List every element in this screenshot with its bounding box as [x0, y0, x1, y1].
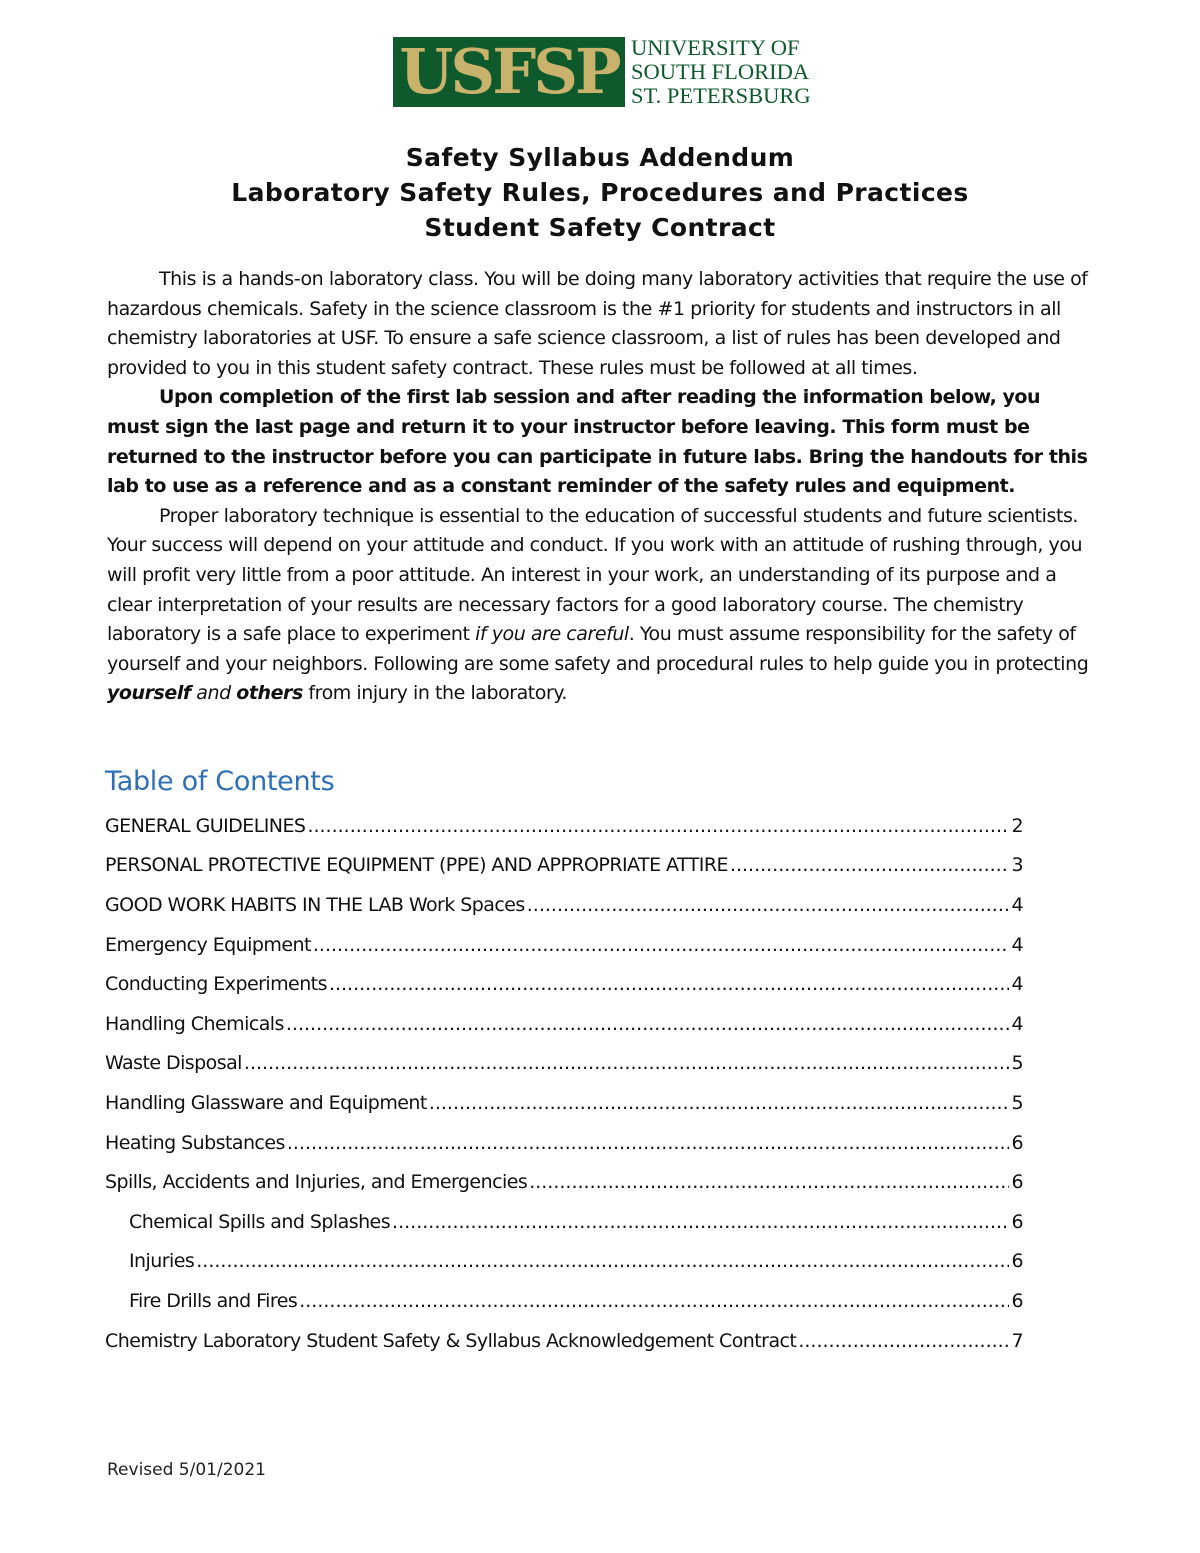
logo-line: ST. PETERSBURG	[631, 83, 811, 108]
toc-entry-page: 2	[1011, 814, 1023, 837]
toc-leader-dots	[196, 1250, 1009, 1272]
toc-entry[interactable]	[105, 1083, 1023, 1123]
toc-entry-page: 4	[1011, 1012, 1023, 1035]
toc-entry-title: Spills, Accidents and Injuries, and Emergencies	[105, 1171, 528, 1194]
logo-university-name	[631, 36, 811, 108]
toc-leader-dots	[307, 815, 1009, 837]
toc-entry-page: 6	[1011, 1171, 1023, 1194]
toc-leader-dots	[313, 934, 1010, 956]
toc-entry-page: 4	[1011, 973, 1023, 996]
toc-entry-page: 4	[1011, 893, 1023, 916]
toc-entry-page: 6	[1011, 1250, 1023, 1273]
p3-text-b: . You must assume responsibility for the safety of yourself and your neighbors. Following are some safety and procedural rules to help guide you in protecting	[107, 623, 1089, 675]
logo-line: UNIVERSITY OF	[631, 35, 800, 60]
p3-emphasis: if you are careful	[475, 623, 629, 646]
toc-entry[interactable]	[105, 1321, 1023, 1361]
toc-entry[interactable]	[105, 925, 1023, 965]
p3-text-c: from injury in the laboratory.	[302, 682, 568, 705]
intro-paragraph-2: Upon completion of the first lab session and after reading the information below, you must sign the last page and return it to your instructor before leaving. This form must be returned to the instructor before you can participate in future labs. Bring the handouts for this lab to use as a reference and as a constant reminder of the safety rules and equipment.	[107, 386, 1088, 498]
toc-entry-page: 4	[1011, 933, 1023, 956]
toc-entry-title: Heating Substances	[105, 1131, 285, 1154]
document-title	[0, 140, 1200, 245]
toc-entry-title: Handling Chemicals	[105, 1012, 284, 1035]
toc-heading: Table of Contents	[105, 766, 335, 797]
title-line-1: Safety Syllabus Addendum	[405, 143, 795, 172]
toc-subentry[interactable]	[105, 1202, 1023, 1242]
toc-entry-title: GENERAL GUIDELINES	[105, 814, 306, 837]
toc-entry-title: Chemical Spills and Splashes	[129, 1210, 391, 1233]
intro-paragraph-1: This is a hands-on laboratory class. You will be doing many laboratory activities that require the use of hazardous chemicals. Safety in the science classroom is the #1 priority for students and instructors in all chemistry laboratories at USF. To ensure a safe science classroom, a list of rules has been developed and provided to you in this student safety contract. These rules must be followed at all times.	[107, 268, 1088, 379]
usfsp-logo	[393, 36, 811, 108]
toc-entry-title: Emergency Equipment	[105, 933, 311, 956]
logo-mark-text: USFSP	[399, 35, 619, 108]
toc-leader-dots	[244, 1052, 1010, 1074]
intro-paragraph-3	[107, 502, 1097, 709]
toc-entry[interactable]	[105, 1162, 1023, 1202]
toc-entry-page: 3	[1011, 854, 1023, 877]
toc-subentry[interactable]	[105, 1242, 1023, 1282]
toc-leader-dots	[429, 1092, 1010, 1114]
toc-entry-title: GOOD WORK HABITS IN THE LAB Work Spaces	[105, 893, 525, 916]
toc-entry-page: 6	[1011, 1210, 1023, 1233]
toc-entry-page: 6	[1011, 1131, 1023, 1154]
toc-leader-dots	[730, 854, 1010, 876]
toc-leader-dots	[527, 894, 1010, 916]
toc-entry[interactable]	[105, 806, 1023, 846]
toc-entry[interactable]	[105, 846, 1023, 886]
p3-strong-yourself: yourself	[107, 682, 191, 705]
toc-entry-page: 5	[1011, 1052, 1023, 1075]
toc-entry-page: 6	[1011, 1289, 1023, 1312]
toc-entry[interactable]	[105, 885, 1023, 925]
toc-leader-dots	[798, 1330, 1009, 1352]
toc-entry-title: Waste Disposal	[105, 1052, 242, 1075]
toc-entry[interactable]	[105, 1004, 1023, 1044]
p3-and: and	[190, 682, 237, 705]
toc-entry-title: Handling Glassware and Equipment	[105, 1091, 427, 1114]
toc-entry[interactable]	[105, 964, 1023, 1004]
title-line-3: Student Safety Contract	[424, 213, 776, 242]
toc-entry[interactable]	[105, 1044, 1023, 1084]
toc-entry-page: 5	[1011, 1091, 1023, 1114]
toc-leader-dots	[529, 1171, 1009, 1193]
toc-entry[interactable]	[105, 1123, 1023, 1163]
p3-text-a: Proper laboratory technique is essential to the education of successful students and future scientists. Your success will depend on your attitude and conduct. If you work with an attitude of rushing through, you will profit very little from a poor attitude. An interest in your work, an understanding of its purpose and a clear interpretation of your results are necessary factors for a good laboratory course. The chemistry laboratory is a safe place to experiment	[107, 504, 1083, 646]
logo-mark	[393, 37, 625, 107]
toc-leader-dots	[329, 973, 1010, 995]
toc-entry-title: Fire Drills and Fires	[129, 1289, 298, 1312]
toc-leader-dots	[392, 1211, 1009, 1233]
intro-text	[107, 265, 1097, 709]
title-line-2: Laboratory Safety Rules, Procedures and Practices	[231, 178, 969, 207]
p3-strong-others: others	[236, 682, 303, 705]
toc-entry-title: Injuries	[129, 1250, 195, 1273]
logo-line: SOUTH FLORIDA	[631, 59, 810, 84]
table-of-contents	[105, 806, 1023, 1360]
toc-entry-page: 7	[1011, 1329, 1023, 1352]
toc-leader-dots	[299, 1290, 1009, 1312]
toc-leader-dots	[286, 1013, 1010, 1035]
revision-footer: Revised 5/01/2021	[107, 1460, 266, 1480]
toc-subentry[interactable]	[105, 1281, 1023, 1321]
toc-entry-title: Chemistry Laboratory Student Safety & Syllabus Acknowledgement Contract	[105, 1329, 797, 1352]
toc-entry-title: PERSONAL PROTECTIVE EQUIPMENT (PPE) AND APPROPRIATE ATTIRE	[105, 854, 728, 877]
toc-leader-dots	[287, 1132, 1010, 1154]
toc-entry-title: Conducting Experiments	[105, 973, 327, 996]
